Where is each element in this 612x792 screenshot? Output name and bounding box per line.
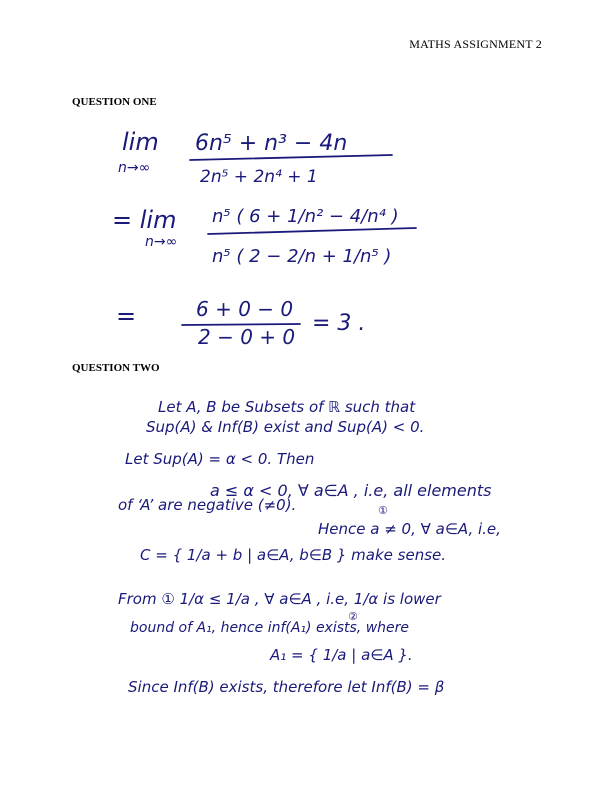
q2-line-10: A₁ = { 1/a | a∈A }. <box>270 646 413 664</box>
q1-numerator-3: 6 + 0 − 0 <box>196 297 294 321</box>
q2-line-1: Let A, B be Subsets of ℝ such that <box>158 398 416 416</box>
q2-line-8: From ① 1/α ≤ 1/a , ∀ a∈A , i.e, 1/α is lower <box>118 590 441 608</box>
q1-numerator-2: n⁵ ( 6 + 1/n² − 4/n⁴ ) <box>212 206 399 227</box>
q2-line-7: C = { 1/a + b | a∈A, b∈B } make sense. <box>140 546 447 564</box>
question-one-heading: QUESTION ONE <box>72 96 157 108</box>
q2-line-4-mark: ① <box>378 504 388 517</box>
q2-line-11: Since Inf(B) exists, therefore let Inf(B) = β <box>128 678 445 696</box>
q1-lim-sub-2: n→∞ <box>145 234 178 250</box>
q2-line-2: Sup(A) & Inf(B) exist and Sup(A) < 0. <box>146 418 425 436</box>
q1-equals-3: = <box>116 302 137 330</box>
q1-lim-1: lim <box>122 128 159 156</box>
q1-denominator-2: n⁵ ( 2 − 2/n + 1/n⁵ ) <box>212 246 392 267</box>
question-two-heading: QUESTION TWO <box>72 362 160 374</box>
q1-lim-2: = lim <box>112 206 177 234</box>
q1-fraction-bar-2 <box>208 228 416 234</box>
q2-line-4: a ≤ α < 0, ∀ a∈A , i.e, all elements <box>210 481 492 500</box>
page-header-title: MATHS ASSIGNMENT 2 <box>409 37 542 51</box>
q1-denominator-1: 2n⁵ + 2n⁴ + 1 <box>200 167 318 187</box>
q1-lim-sub-1: n→∞ <box>118 160 151 176</box>
q2-line-8-mark: ② <box>348 610 358 623</box>
q2-line-5: of ‘A’ are negative (≠0). <box>118 496 297 514</box>
q1-denominator-3: 2 − 0 + 0 <box>198 325 296 349</box>
q1-result: = 3 . <box>312 311 366 336</box>
q2-line-6: Hence a ≠ 0, ∀ a∈A, i.e, <box>318 520 501 538</box>
q2-line-9: bound of A₁, hence inf(A₁) exists, where <box>130 620 410 636</box>
q1-numerator-1: 6n⁵ + n³ − 4n <box>195 131 348 156</box>
q2-line-3: Let Sup(A) = α < 0. Then <box>125 450 315 468</box>
